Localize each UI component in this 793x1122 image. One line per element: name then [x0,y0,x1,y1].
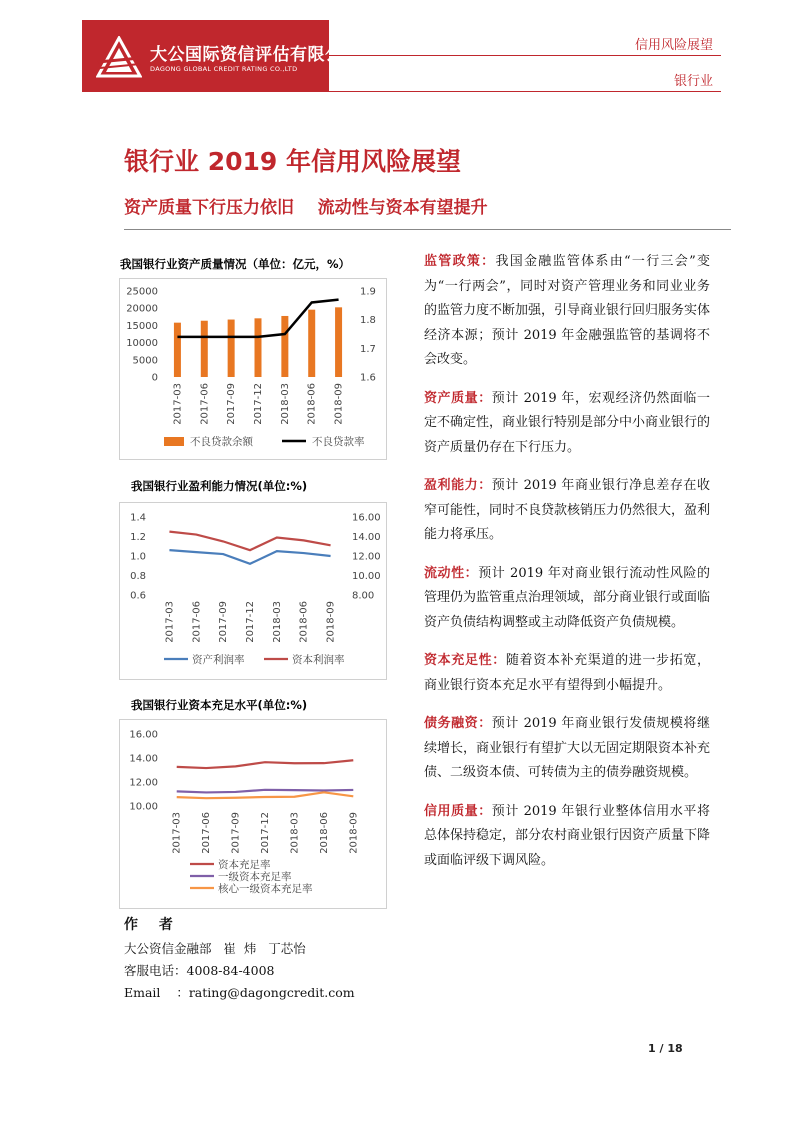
chart-title-profitability: 我国银行业盈利能力情况(单位:%) [131,479,308,493]
author-phone: 客服电话：4008-84-4008 [124,963,275,978]
y-tick-label: 16.00 [129,729,158,741]
y-tick-label-left: 1.4 [130,512,146,524]
header-divider [329,55,721,56]
section-debt-financing [424,712,710,786]
y-tick-label-left: 15000 [126,320,158,332]
line-roe [169,532,330,551]
legend-swatch-npl-balance [164,437,184,446]
y-tick-label-left: 1.2 [130,532,146,543]
chart-capital-svg [120,720,388,910]
y-tick-label-left: 0 [151,372,158,384]
section-credit-quality [424,800,710,874]
y-tick-label-left: 25000 [126,286,158,298]
x-tick-label: 2017-06 [199,383,211,425]
x-tick-label: 2017-09 [218,601,230,643]
section-capital-adequacy [424,649,710,698]
section-heading: 流动性： [424,565,479,581]
outlook-summary [424,250,710,887]
y-tick-label-right: 1.6 [360,372,376,384]
y-tick-label-right: 1.7 [360,343,376,355]
dagong-logo-icon [96,36,142,80]
x-tick-label: 2017-03 [171,812,183,854]
section-body: 预计 2019 年，宏观经济仍然面临一定不确定性，商业银行特别是部分中小商业银行的资产质量仍存在下行压力。 [424,390,711,455]
chart-title-capital: 我国银行业资本充足水平(单位:%) [131,698,308,712]
chart-profitability [119,502,387,680]
bar-npl-balance [174,323,181,377]
section-body: 预计 2019 年银行业整体信用水平将总体保持稳定，部分农村商业银行因资产质量下降或面临评级下调风险。 [424,803,711,868]
x-tick-label: 2017-12 [245,601,256,643]
x-tick-label: 2018-03 [289,812,301,854]
x-tick-label: 2017-06 [191,601,203,643]
bar-npl-balance [281,316,288,377]
chart-capital [119,719,387,909]
x-tick-label: 2018-09 [333,383,345,425]
chart-profitability-svg [120,503,388,681]
report-type-tag: 信用风险展望 [634,38,713,53]
section-body: 预计 2019 年商业银行发债规模将继续增长，商业银行有望扩大以无固定期限资本补充债、二级资本债、可转债为主的债券融资规模。 [424,716,711,780]
y-tick-label-right: 10.00 [352,571,381,582]
y-tick-label-left: 5000 [132,355,158,367]
author-names: 大公资信金融部 崔 炜 丁芯怡 [124,941,306,956]
x-tick-label: 2018-06 [306,383,318,425]
page-subtitle: 资产质量下行压力依旧 流动性与资本有望提升 [124,198,488,218]
chart-title-asset-quality: 我国银行业资产质量情况（单位：亿元，%） [120,257,351,271]
section-heading: 债务融资： [424,716,492,731]
bar-npl-balance [335,307,342,377]
section-body: 我国金融监管体系由“一行三会”变为“一行两会”，同时对资产管理业务和同业业务的监管力度不断加强，引导商业银行回归服务实体经济本源；预计 2019 年金融强监管的基调将不会改变。 [424,254,711,367]
y-tick-label: 12.00 [129,777,158,789]
section-heading: 资本充足性： [424,653,506,668]
header-tags [329,20,721,92]
y-tick-label-right: 16.00 [352,512,381,524]
legend-label-roa: 资产利润率 [192,654,245,666]
industry-tag: 银行业 [673,74,713,89]
section-heading: 资产质量： [424,390,492,406]
line-roa [169,550,330,564]
x-tick-label: 2018-03 [279,383,291,425]
company-name-cn: 大公国际资信评估有限公司 [150,45,360,65]
legend-label-npl-balance: 不良贷款余额 [190,436,253,448]
section-body: 预计 2019 年商业银行净息差存在收窄可能性，同时不良贷款核销压力仍然很大，盈利能力将承压。 [424,478,711,542]
chart-asset-quality [119,278,387,460]
y-tick-label: 14.00 [129,753,158,765]
x-tick-label: 2017-12 [260,812,271,854]
y-tick-label-right: 12.00 [352,551,381,563]
x-tick-label: 2017-12 [253,383,264,425]
legend-label-roe: 资本利润率 [292,654,345,666]
page-number: 1 / 18 [648,1042,683,1055]
page-title: 银行业 2019 年信用风险展望 [124,147,461,176]
x-tick-label: 2017-09 [226,383,238,425]
y-tick-label-left: 10000 [126,338,158,350]
bar-npl-balance [201,321,208,377]
legend-label-tier1: 一级资本充足率 [218,871,292,883]
section-regulation [424,250,710,373]
company-name-en: DAGONG GLOBAL CREDIT RATING CO.,LTD [150,65,298,73]
x-tick-label: 2018-09 [348,812,360,854]
y-tick-label-left: 20000 [126,303,158,315]
author-email: Email ：rating@dagongcredit.com [124,985,355,1000]
section-profitability [424,474,710,548]
header-divider [329,91,721,92]
section-heading: 监管政策： [424,254,496,269]
title-divider [124,229,731,230]
x-tick-label: 2018-03 [271,601,283,643]
y-tick-label: 10.00 [129,801,158,813]
bar-npl-balance [308,310,315,377]
section-heading: 信用质量： [424,803,492,819]
y-tick-label-right: 1.9 [360,286,376,298]
section-heading: 盈利能力： [424,478,492,493]
section-body: 随着资本补充渠道的进一步拓宽，商业银行资本充足水平有望得到小幅提升。 [424,653,710,693]
y-tick-label-left: 0.8 [130,571,146,582]
x-tick-label: 2017-09 [230,812,242,854]
x-tick-label: 2018-09 [325,601,337,643]
y-tick-label-left: 1.0 [130,551,146,563]
section-liquidity [424,562,710,636]
line-car [177,760,354,768]
y-tick-label-right: 14.00 [352,532,381,543]
x-tick-label: 2017-03 [164,601,176,643]
y-tick-label-left: 0.6 [130,590,146,602]
x-tick-label: 2017-03 [172,383,184,425]
author-heading: 作 者 [124,917,181,933]
y-tick-label-right: 8.00 [352,590,375,602]
x-tick-label: 2018-06 [318,812,330,854]
legend-label-cet1: 核心一级资本充足率 [218,883,313,895]
legend-label-npl-ratio: 不良贷款率 [312,436,365,448]
chart-asset-quality-svg [120,279,388,461]
author-block [124,914,355,1004]
section-asset-quality [424,387,710,461]
section-body: 预计 2019 年对商业银行流动性风险的管理仍为监管重点治理领域，部分商业银行或面临资产负债结构调整或主动降低资产负债规模。 [424,565,711,630]
x-tick-label: 2017-06 [201,812,213,854]
legend-label-car: 资本充足率 [218,859,271,871]
x-tick-label: 2018-06 [298,601,310,643]
bar-npl-balance [255,318,262,377]
bar-npl-balance [228,320,235,377]
y-tick-label-right: 1.8 [360,315,376,327]
